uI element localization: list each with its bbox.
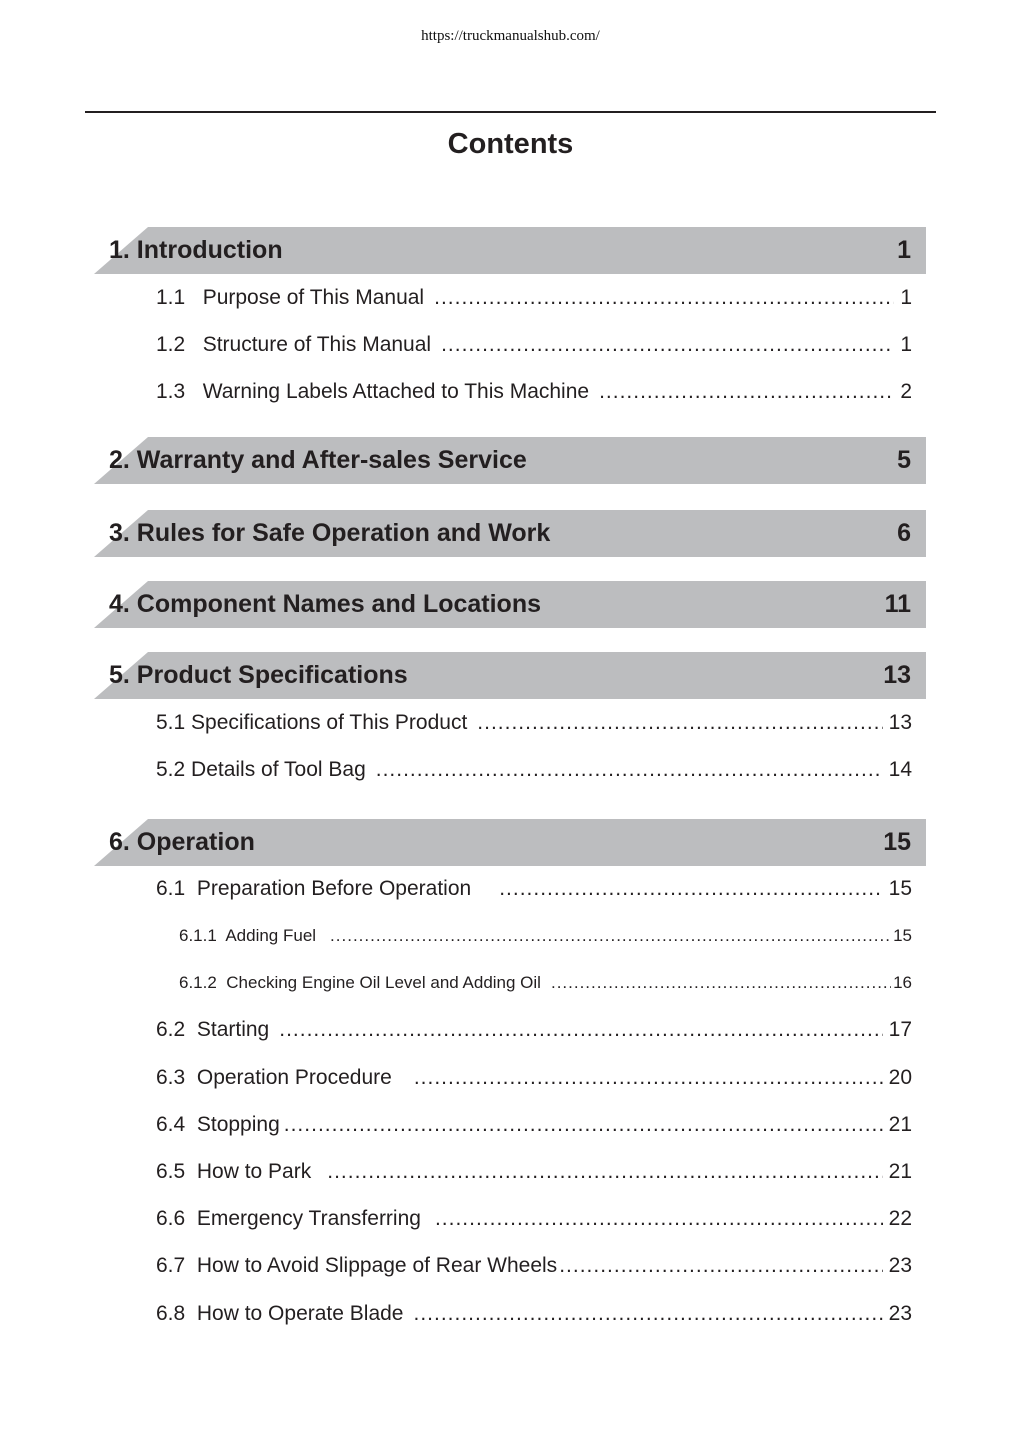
toc-entry-page: 22 [888,1207,912,1230]
toc-entry-label: 6.5 How to Park [156,1160,312,1183]
toc-entry [156,1251,912,1281]
toc-entry [156,755,912,785]
toc-entry-label: 6.6 Emergency Transferring [156,1207,421,1230]
dot-leader [477,708,882,738]
dot-leader [499,874,882,904]
toc-entry-label: 6.4 Stopping [156,1113,280,1136]
toc-entry [156,283,912,313]
section-title: 5. Product Specifications [109,661,408,689]
toc-entry-label: 1.2 Structure of This Manual [156,333,432,356]
section-title: 2. Warranty and After-sales Service [109,446,527,474]
toc-entry-label: 6.1 Preparation Before Operation [156,877,472,900]
toc-entry [156,1063,912,1093]
page-title: Contents [447,128,574,160]
dot-leader [376,755,883,785]
toc-entry-label: 6.3 Operation Procedure [156,1066,392,1089]
section-page-number: 13 [883,661,911,689]
toc-entry-label: 5.1 Specifications of This Product [156,711,468,734]
toc-entry [156,1299,912,1329]
toc-entry-label: 6.2 Starting [156,1018,270,1041]
dot-leader [434,283,894,313]
toc-entry-page: 14 [888,758,912,781]
section-title: 4. Component Names and Locations [109,590,542,618]
toc-entry-page: 13 [888,711,912,734]
toc-entry [156,1204,912,1234]
toc-entry-page: 23 [888,1254,912,1277]
toc-entry-page: 1 [900,286,912,309]
toc-entry-page: 1 [900,333,912,356]
section-page-number: 1 [897,236,911,264]
section-page-number: 5 [897,446,911,474]
dot-leader [327,1157,882,1187]
section-title: 3. Rules for Safe Operation and Work [109,519,551,547]
dot-leader [551,968,891,998]
dot-leader [441,330,894,360]
dot-leader [599,377,894,407]
toc-entry [156,1015,912,1045]
toc-entry-label: 1.3 Warning Labels Attached to This Machine [156,380,590,403]
toc-entry-page: 23 [888,1302,912,1325]
toc-entry-label: 6.8 How to Operate Blade [156,1302,404,1325]
toc-entry [156,377,912,407]
toc-entry-label: 1.1 Purpose of This Manual [156,286,425,309]
section-page-number: 6 [897,519,911,547]
toc-entry-page: 16 [893,973,912,992]
toc-entry-page: 15 [888,877,912,900]
dot-leader [413,1299,882,1329]
toc-entry [156,708,912,738]
toc-entry [156,874,912,904]
toc-entry-label: 6.7 How to Avoid Slippage of Rear Wheels [156,1254,558,1277]
toc-entry-label: 5.2 Details of Tool Bag [156,758,366,781]
toc-subentry [179,968,912,998]
dot-leader [559,1251,882,1281]
dot-leader [414,1063,883,1093]
toc-entry-page: 2 [900,380,912,403]
toc-entry-page: 21 [888,1160,912,1183]
section-title: 1. Introduction [109,236,283,264]
toc-entry-page: 20 [888,1066,912,1089]
dot-leader [284,1110,883,1140]
dot-leader [330,921,891,951]
toc-entry-label: 6.1.1 Adding Fuel [179,926,317,945]
toc-entry-page: 21 [888,1113,912,1136]
section-title: 6. Operation [109,828,255,856]
section-page-number: 11 [884,590,911,618]
toc-entry-page: 15 [893,926,912,945]
dot-leader [279,1015,882,1045]
section-page-number: 15 [883,828,911,856]
toc-entry-label: 6.1.2 Checking Engine Oil Level and Adding Oil [179,973,541,992]
toc-entry [156,1157,912,1187]
toc-entry [156,330,912,360]
toc-entry-page: 17 [888,1018,912,1041]
header-url: https://truckmanualshub.com/ [421,28,600,44]
dot-leader [435,1204,883,1234]
toc-subentry [179,921,912,951]
toc-entry [156,1110,912,1140]
